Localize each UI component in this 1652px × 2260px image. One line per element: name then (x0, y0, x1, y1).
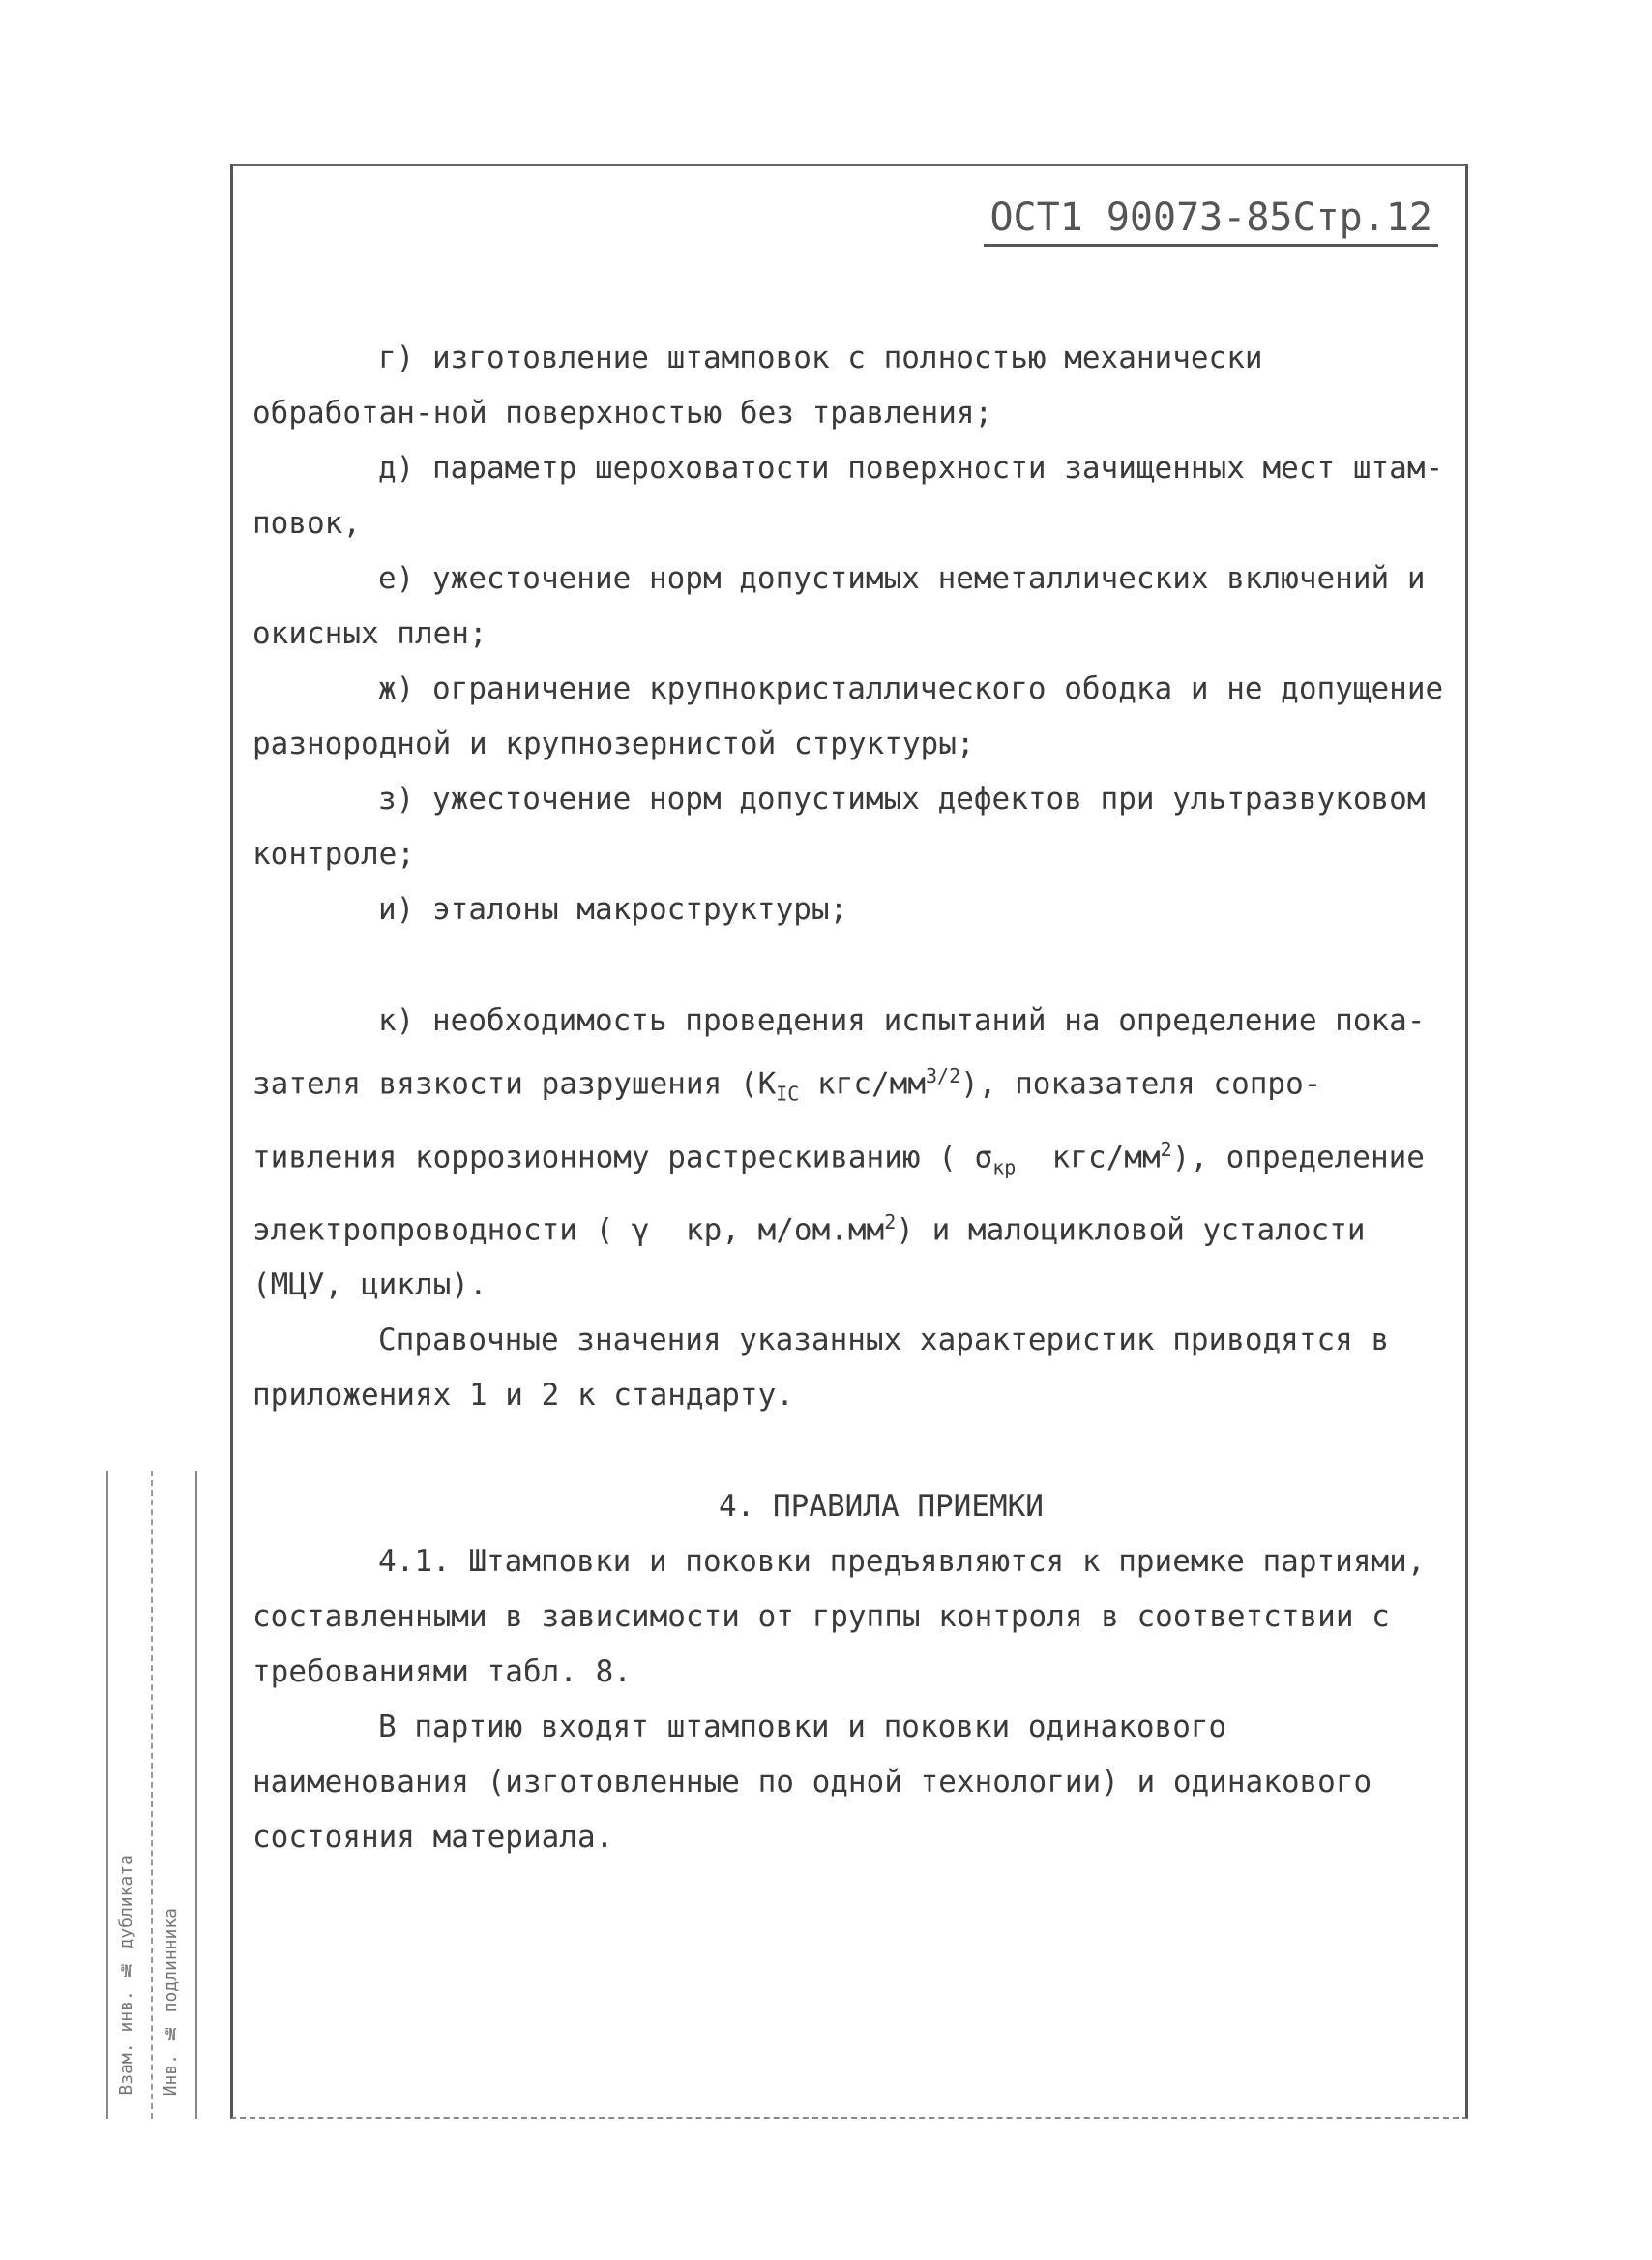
paragraph-batch: В партию входят штамповки и поковки одинакового наименования (изготовленные по одной технологии) и одинакового состояния материала. (252, 1710, 1390, 1856)
paragraph-k-text-2: кгс/мм (799, 1066, 926, 1102)
paragraph-k-text-3: ), показателя сопро-тивления коррозионному растрескиванию ( σ (252, 1066, 1322, 1175)
paragraph-reference: Справочные значения указанных характеристик приводятся в приложениях 1 и 2 к стандарту. (252, 1323, 1407, 1413)
paragraph-i: и) эталоны макроструктуры; (378, 892, 848, 927)
paragraph-k-text-5: ), определение электропроводности ( γ кр, м/ом.мм (252, 1139, 1443, 1248)
side-stamp-box (106, 1471, 197, 2119)
section-heading: 4. ПРАВИЛА ПРИЕМКИ (719, 1489, 1044, 1525)
stamp-label-original: Инв. № подлинника (161, 1907, 181, 2096)
paragraph-k-text-4: кгс/мм (1016, 1139, 1161, 1175)
spacer (252, 937, 1452, 994)
paragraph-g: г) изготовление штамповок с полностью механически обработан-ной поверхностью без травления; (252, 341, 1282, 431)
document-code: ОСТ1 90073-85Стр.12 (984, 195, 1438, 247)
kic-subscript: IC (776, 1082, 800, 1106)
gamma-unit-superscript: 2 (884, 1210, 897, 1234)
paragraph-d: д) параметр шероховатости поверхности зачищенных мест штам-повок, (252, 451, 1444, 541)
stamp-label-duplicate: Взам. инв. № дубликата (116, 1855, 136, 2096)
paragraph-k-text-6: ) и малоцикловой усталости (МЦУ, циклы). (252, 1212, 1384, 1303)
paragraph-4-1: 4.1. Штамповки и поковки предъявляются к приемке партиями, составленными в зависимости от группы контроля в соответствии с требованиями табл. 8. (252, 1544, 1444, 1690)
kic-unit-superscript: 3/2 (926, 1064, 961, 1087)
sigma-subscript: кр (992, 1155, 1017, 1179)
page-frame (230, 164, 1468, 2119)
paragraph-e: е) ужесточение норм допустимых неметаллических включений и окисных плен; (252, 561, 1444, 651)
paragraph-k (252, 994, 1452, 1313)
sigma-unit-superscript: 2 (1160, 1137, 1172, 1161)
document-body (252, 331, 1461, 1865)
paragraph-k-text-1: к) необходимость проведения испытаний на определение пока-зателя вязкости разрушения (K (252, 1003, 1426, 1102)
stamp-divider (151, 1471, 153, 2119)
paragraph-z: з) ужесточение норм допустимых дефектов при ультразвуковом контроле; (252, 782, 1444, 872)
paragraph-zh: ж) ограничение крупнокристаллического ободка и не допущение разнородной и крупнозернистой структуры; (252, 671, 1461, 761)
spacer (252, 1423, 1452, 1479)
